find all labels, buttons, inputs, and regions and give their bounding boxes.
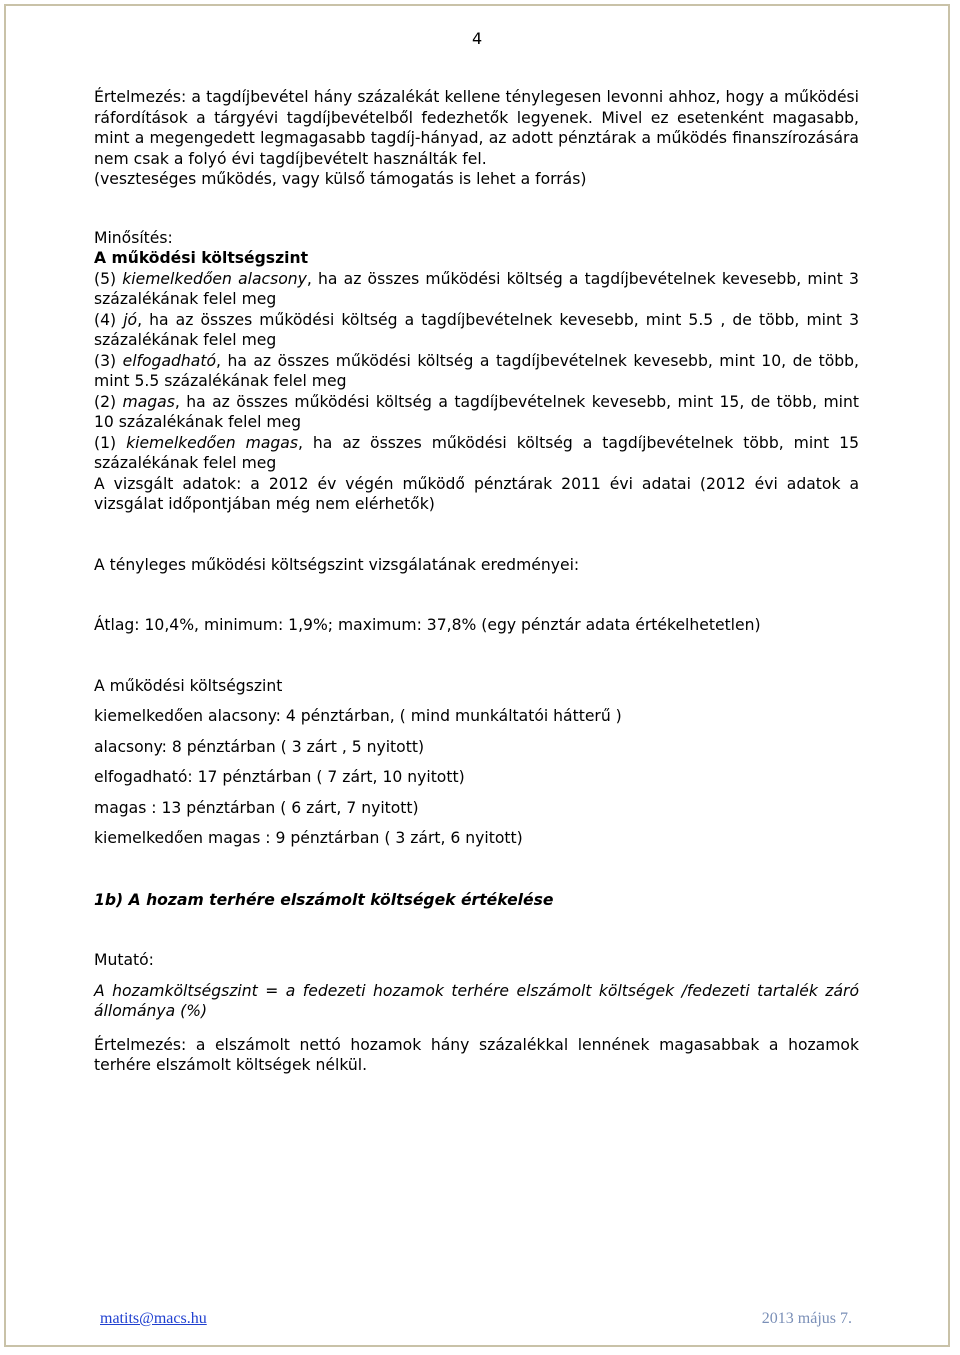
koltsegszint-line: elfogadható: 17 pénztárban ( 7 zárt, 10 nyitott) [94,768,465,786]
minosites-heading: A működési költségszint [94,249,309,267]
rating-item-1 [94,433,859,474]
footer-date: 2013 május 7. [761,1310,852,1327]
rating-term: elfogadható [122,351,216,370]
koltsegszint-title: A működési költségszint [94,676,283,695]
rating-item-5 [94,269,859,310]
rating-text: , ha az összes működési költség a tagdíjbevételnek kevesebb, mint 3 százalékának felel meg [94,269,859,308]
rating-term: kiemelkedően alacsony [122,269,307,288]
rating-num: (3) [94,351,117,370]
rating-item-3 [94,351,859,392]
mutato-formula: A hozamköltségszint = a fedezeti hozamok terhére elszámolt költségek /fedezeti tartalék záró állománya (%) [94,981,859,1020]
rating-term: kiemelkedően magas [126,433,298,452]
eredmenyek-title: A tényleges működési költségszint vizsgálatának eredményei: [94,555,580,574]
rating-num: (2) [94,392,117,411]
koltsegszint-line: kiemelkedően magas : 9 pénztárban ( 3 zárt, 6 nyitott) [94,829,523,847]
rating-term: magas [122,392,175,411]
footer-email-link[interactable]: matits@macs.hu [100,1310,207,1327]
vizsgalt-adatok: A vizsgált adatok: a 2012 év végén működő pénztárak 2011 évi adatai (2012 évi adatok a vizsgálat időpontjában még nem elérhetők) [94,474,859,513]
rating-num: (5) [94,269,117,288]
rating-item-4 [94,310,859,351]
rating-text: , ha az összes működési költség a tagdíjbevételnek kevesebb, mint 10, de több, mint 5.5 százalékának felel meg [94,351,859,390]
rating-text: , ha az összes működési költség a tagdíjbevételnek kevesebb, mint 5.5 , de több, mint 3 százalékának felel meg [94,310,859,349]
rating-item-2 [94,392,859,433]
koltsegszint-line: magas : 13 pénztárban ( 6 zárt, 7 nyitott) [94,798,419,817]
rating-num: (4) [94,310,117,329]
ertelmezes-paragraph: Értelmezés: a elszámolt nettó hozamok hány százalékkal lennének magasabbak a hozamok terhére elszámolt költségek nélkül. [94,1035,859,1074]
koltsegszint-line: alacsony: 8 pénztárban ( 3 zárt , 5 nyitott) [94,737,425,756]
mutato-label: Mutató: [94,951,154,969]
section-1b-heading: 1b) A hozam terhére elszámolt költségek értékelése [94,890,554,909]
rating-term: jó [123,310,138,329]
rating-text: , ha az összes működési költség a tagdíjbevételnek több, mint 15 százalékának felel meg [94,433,859,472]
intro-paragraph-note: (veszteséges működés, vagy külső támogatás is lehet a forrás) [94,170,587,188]
document-body [94,87,859,1076]
intro-paragraph: Értelmezés: a tagdíjbevétel hány százalékát kellene ténylegesen levonni ahhoz, hogy a működési ráfordítások a tárgyévi tagdíjbevételből fedezhetők legyenek. Mivel ez esetenként magasabb, mint a megengedett legmagasabb tagdíj-hányad, az adott pénztárak a működés finanszírozására nem csak a folyó évi tagdíjbevételt használták fel. [94,88,859,168]
page-footer [100,1310,852,1328]
koltsegszint-line: kiemelkedően alacsony: 4 pénztárban, ( mind munkáltatói hátterű ) [94,707,622,725]
rating-num: (1) [94,433,117,452]
rating-text: , ha az összes működési költség a tagdíjbevételnek kevesebb, mint 15, de több, mint 10 százalékának felel meg [94,392,859,431]
page-number: 4 [472,29,483,48]
atlag-line: Átlag: 10,4%, minimum: 1,9%; maximum: 37,8% (egy pénztár adata értékelhetetlen) [94,616,761,634]
minosites-label: Minősítés: [94,228,173,247]
